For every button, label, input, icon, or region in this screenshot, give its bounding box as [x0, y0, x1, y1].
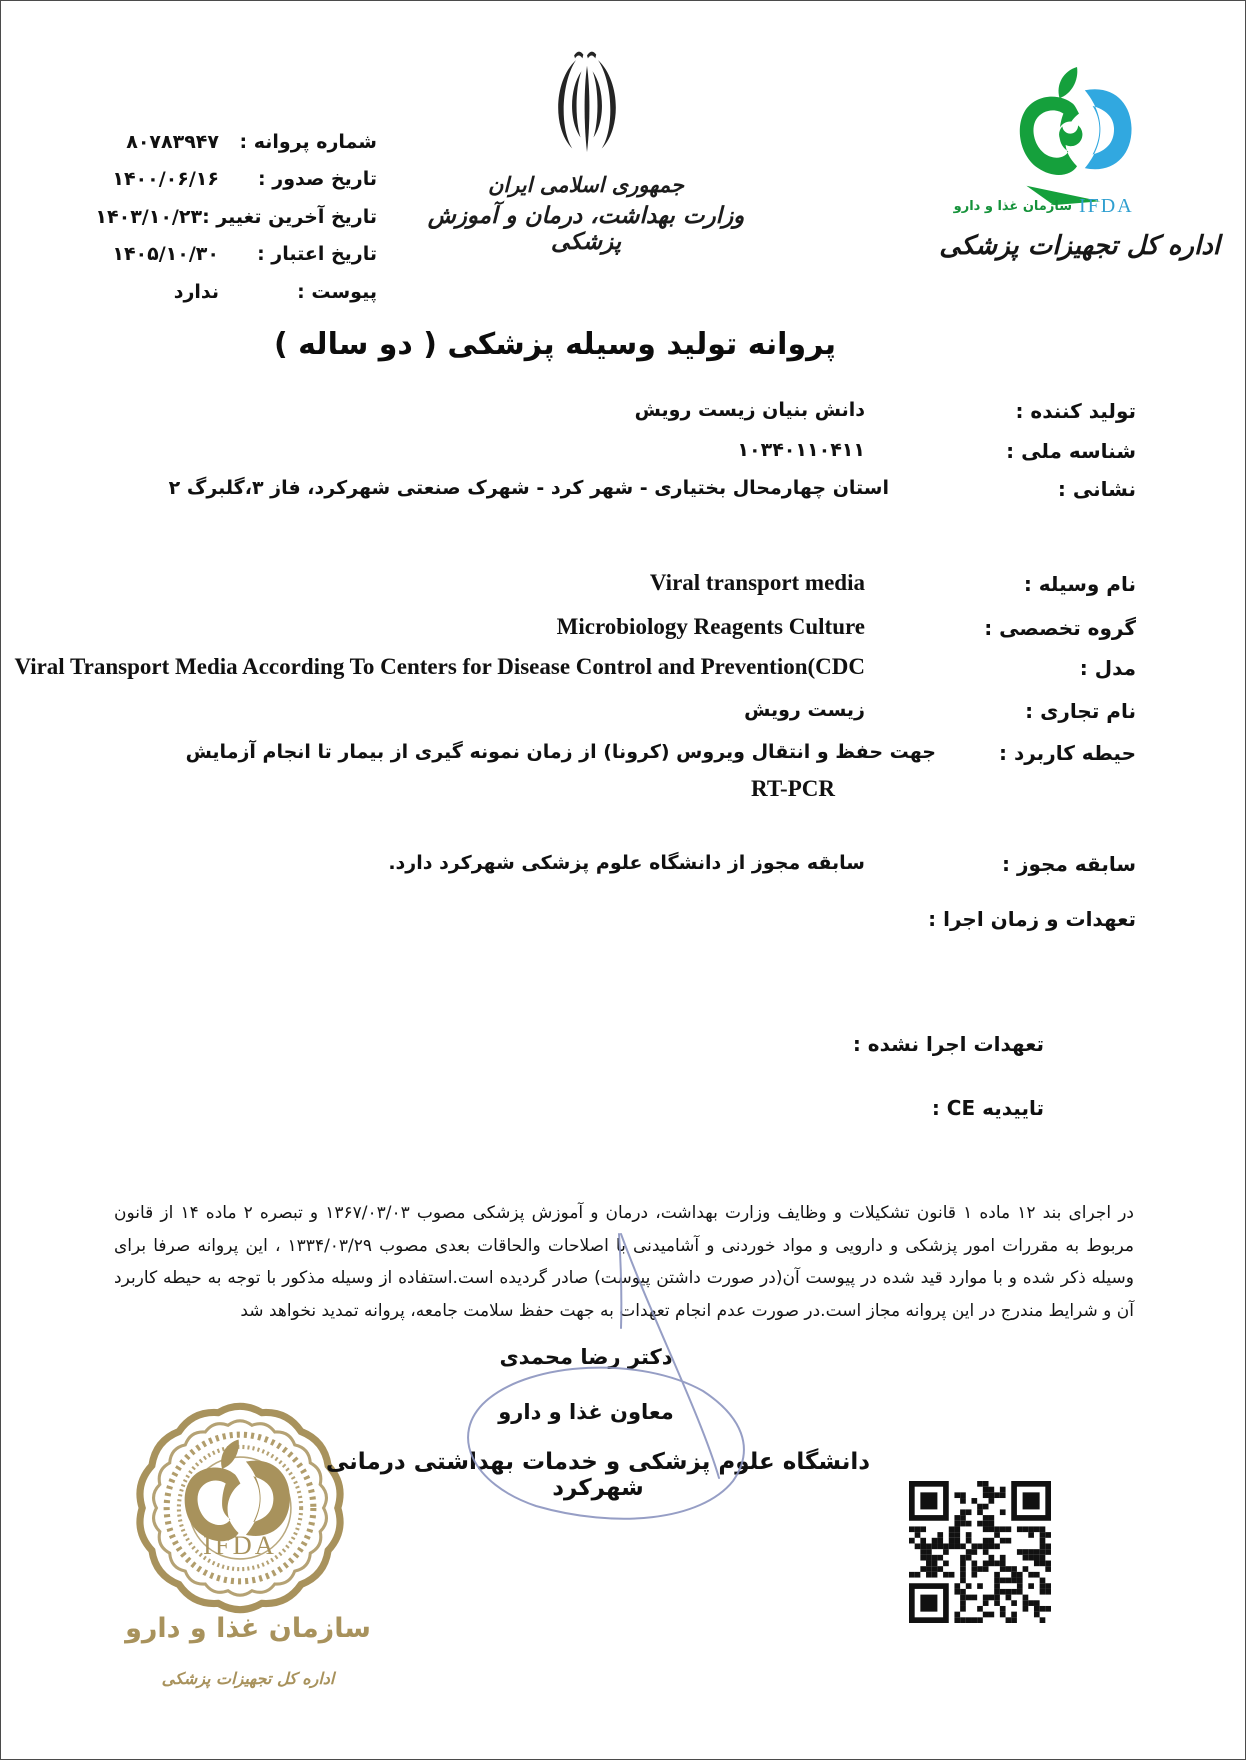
field-label-commitments-schedule: تعهدات و زمان اجرا :	[928, 907, 1136, 931]
ifda-office-name: اداره کل تجهیزات پزشکی	[939, 231, 1220, 261]
stamp-office-name: اداره کل تجهیزات پزشکی	[161, 1669, 335, 1688]
field-value-device-name: Viral transport media	[649, 570, 865, 595]
ifda-organization-name: سازمان غذا و دارو	[953, 199, 1072, 214]
page-title: پروانه تولید وسیله پزشکی ( دو ساله )	[273, 327, 837, 362]
qr-code	[909, 1481, 1051, 1623]
attachment-row	[85, 273, 377, 311]
signer-organization: دانشگاه علوم پزشکی و خدمات بهداشتی درمانی شهرکرد	[325, 1449, 871, 1501]
field-label-unfulfilled-commitments: تعهدات اجرا نشده :	[852, 1032, 1044, 1056]
field-label-ce-approval: تاییدیه CE :	[931, 1096, 1044, 1120]
legal-text-line: در اجرای بند ۱۲ ماده ۱ قانون تشکیلات و وظایف وزارت بهداشت، درمان و آموزش پزشکی مصوب ۱۳۶۷/۰۳/۰۳ و تبصره ۲ ماده ۱۴ از قانون	[114, 1203, 1135, 1223]
ministry-name: وزارت بهداشت، درمان و آموزش پزشکی	[427, 203, 745, 255]
field-value-application-scope: جهت حفظ و انتقال ویروس (کرونا) از زمان نمونه گیری از بیمار تا انجام آزمایش	[185, 741, 936, 763]
validity-date-value: ۱۴۰۵/۱۰/۳۰	[112, 243, 219, 266]
signer-role: معاون غذا و دارو	[498, 1400, 674, 1424]
field-label-trade-name: نام تجاری :	[1025, 699, 1136, 723]
license-number-row	[85, 123, 377, 161]
issue-date-value: ۱۴۰۰/۰۶/۱۶	[112, 168, 219, 191]
signer-name: دکتر رضا محمدی	[499, 1345, 673, 1369]
field-label-specialty-group: گروه تخصصی :	[984, 616, 1136, 640]
field-value-model: Viral Transport Media According To Centers for Disease Control and Prevention(CDC	[14, 654, 865, 679]
field-label-national-id: شناسه ملی :	[1006, 439, 1136, 463]
field-label-device-name: نام وسیله :	[1023, 572, 1136, 596]
stamp-acronym-text: IFDA	[202, 1529, 277, 1560]
ifda-logo-icon	[1013, 65, 1143, 211]
field-label-address: نشانی :	[1057, 477, 1136, 501]
stamp-organization-name: سازمان غذا و دارو	[125, 1613, 371, 1644]
field-value-national-id: ۱۰۳۴۰۱۱۰۴۱۱	[737, 439, 865, 461]
field-value-manufacturer: دانش بنیان زیست رویش	[634, 399, 865, 421]
issue-date-row	[85, 161, 377, 199]
field-label-application-scope: حیطه کاربرد :	[999, 741, 1136, 765]
license-number-label: شماره پروانه :	[239, 130, 377, 153]
validity-date-label: تاریخ اعتبار :	[257, 243, 377, 266]
validity-date-row	[85, 236, 377, 274]
iran-emblem-icon	[541, 45, 633, 171]
last-change-date-value: ۱۴۰۳/۱۰/۲۳	[95, 205, 203, 228]
legal-text-line: مربوط به مقررات امور پزشکی و دارویی و مواد خوردنی و آشامیدنی با اصلاحات والحاقات بعدی مصوب ۱۳۳۴/۰۳/۲۹ ، این پروانه صرفا برای	[114, 1236, 1134, 1256]
field-label-license-history: سابقه مجوز :	[1002, 852, 1136, 876]
license-number-value: ۸۰۷۸۳۹۴۷	[126, 130, 219, 153]
field-value-trade-name: زیست رویش	[744, 699, 865, 721]
ifda-gold-stamp-icon	[126, 1399, 354, 1617]
field-value-address: استان چهارمحال بختیاری - شهر کرد - شهرک صنعتی شهرکرد، فاز ۳،گلبرگ ۲	[168, 477, 889, 499]
attachment-value: ندارد	[173, 280, 219, 303]
last-change-date-label: تاریخ آخرین تغییر :	[202, 205, 377, 228]
license-meta-block	[85, 123, 377, 311]
last-change-date-row	[85, 198, 377, 236]
country-name: جمهوری اسلامی ایران	[487, 173, 685, 197]
legal-text-line: وسیله ذکر شده و با موارد قید شده در پیوست آن(در صورت داشتن پیوست) صادر گردیده است.استفاده از وسیله مذکور با توجه به حیطه کاربرد	[114, 1268, 1134, 1288]
field-label-model: مدل :	[1079, 656, 1136, 680]
ifda-acronym: IFDA	[1079, 195, 1134, 217]
issue-date-label: تاریخ صدور :	[258, 168, 377, 191]
handwritten-signature	[441, 1226, 771, 1536]
field-value-application-scope-line2: RT-PCR	[751, 776, 835, 801]
legal-text-line: آن و شرایط مندرج در این پروانه مجاز است.در صورت عدم انجام تعهدات به جهت حفظ سلامت جامعه، پروانه تمدید نخواهد شد	[240, 1301, 1134, 1321]
attachment-label: پیوست :	[297, 280, 377, 303]
field-value-license-history: سابقه مجوز از دانشگاه علوم پزشکی شهرکرد دارد.	[388, 852, 865, 874]
field-value-specialty-group: Microbiology Reagents Culture	[556, 614, 865, 639]
field-label-manufacturer: تولید کننده :	[1015, 399, 1136, 423]
